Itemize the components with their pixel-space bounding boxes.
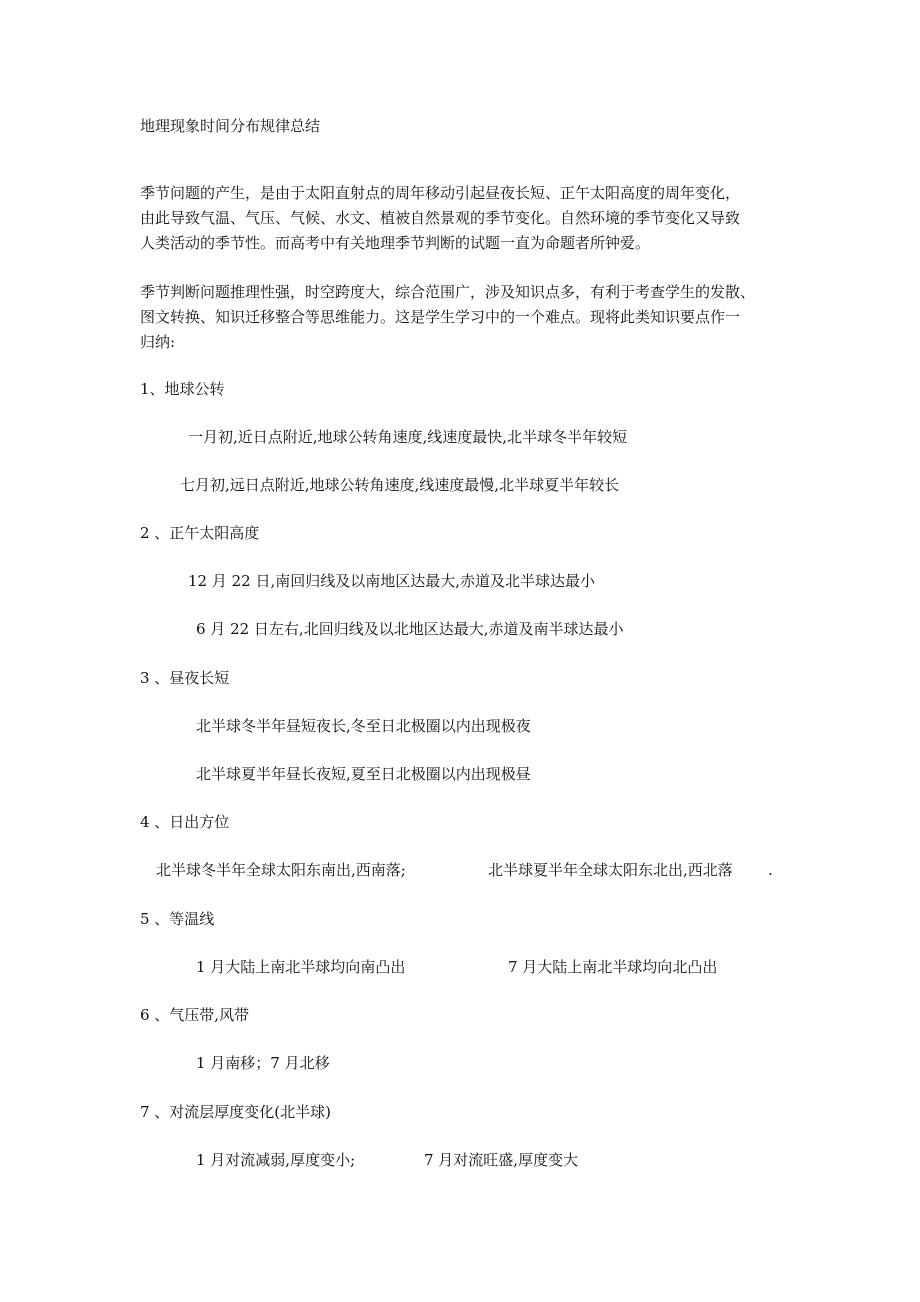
section-4-item-left: 北半球冬半年全球太阳东南出,西南落;	[156, 861, 406, 879]
section-1-item-2: 七月初,远日点附近,地球公转角速度,线速度最慢,北半球夏半年较长	[180, 476, 620, 494]
section-7-item-left: 1 月对流减弱,厚度变小;	[196, 1151, 356, 1169]
intro-p2-line-2: 图文转换、知识迁移整合等思维能力。这是学生学习中的一个难点。现将此类知识要点作一	[140, 308, 741, 326]
section-5-item-right: 7 月大陆上南北半球均向北凸出	[508, 958, 718, 976]
section-6-heading: 6 、气压带,风带	[140, 1006, 250, 1024]
section-7-heading: 7 、对流层厚度变化(北半球)	[140, 1103, 332, 1121]
section-4-item-right: 北半球夏半年全球太阳东北出,西北落	[488, 861, 733, 879]
section-2-item-2: 6 月 22 日左右,北回归线及以北地区达最大,赤道及南半球达最小	[196, 620, 624, 638]
section-1-heading: 1、地球公转	[140, 380, 225, 398]
intro-paragraph-1	[140, 181, 800, 256]
section-4-heading: 4 、日出方位	[140, 813, 230, 831]
intro-p1-line-2: 由此导致气温、气压、气候、水文、植被自然景观的季节变化。自然环境的季节变化又导致	[140, 209, 741, 227]
section-5-item-left: 1 月大陆上南北半球均向南凸出	[196, 958, 406, 976]
section-5-heading: 5 、等温线	[140, 910, 215, 928]
intro-p1-line-1: 季节问题的产生，是由于太阳直射点的周年移动引起昼夜长短、正午太阳高度的周年变化，	[140, 184, 741, 202]
section-7-item-right: 7 月对流旺盛,厚度变大	[424, 1151, 579, 1169]
section-2-heading: 2 、正午太阳高度	[140, 524, 260, 542]
intro-p2-line-3: 归纳:	[140, 333, 176, 351]
intro-p2-line-1: 季节判断问题推理性强，时空跨度大，综合范围广，涉及知识点多，有利于考查学生的发散、	[140, 283, 756, 301]
section-4-trailing-dot: .	[768, 861, 773, 879]
section-3-item-2: 北半球夏半年昼长夜短,夏至日北极圈以内出现极昼	[196, 765, 531, 783]
section-6-item: 1 月南移；7 月北移	[196, 1054, 330, 1072]
section-1-item-1: 一月初,近日点附近,地球公转角速度,线速度最快,北半球冬半年较短	[188, 428, 628, 446]
section-3-item-1: 北半球冬半年昼短夜长,冬至日北极圈以内出现极夜	[196, 717, 531, 735]
intro-p1-line-3: 人类活动的季节性。而高考中有关地理季节判断的试题一直为命题者所钟爱。	[140, 234, 651, 252]
section-3-heading: 3 、昼夜长短	[140, 669, 230, 687]
document-title: 地理现象时间分布规律总结	[140, 117, 321, 135]
intro-paragraph-2	[140, 280, 800, 355]
section-2-item-1: 12 月 22 日,南回归线及以南地区达最大,赤道及北半球达最小	[188, 572, 596, 590]
